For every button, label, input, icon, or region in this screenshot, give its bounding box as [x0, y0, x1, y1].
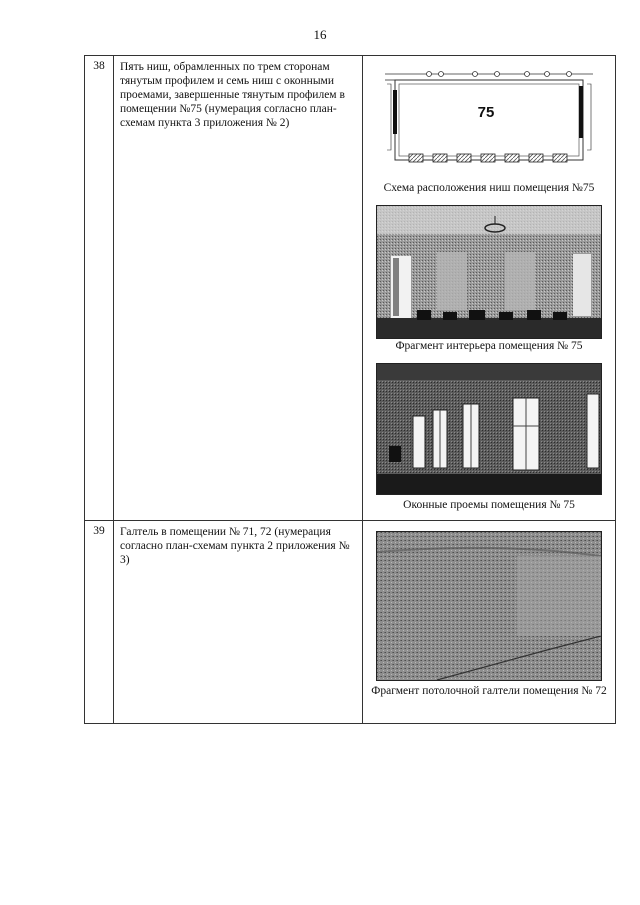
figure-caption: Оконные проемы помещения № 75 — [403, 499, 575, 511]
figure-caption: Фрагмент потолочной галтели помещения № 72 — [371, 685, 607, 697]
row-description: Пять ниш, обрамленных по трем сторонам тянутым профилем и семь ниш с оконными проемами, завершенные тянутым профилем в помещении №75 (нумерация согласно план-схемам пункта 3 приложения № 2) — [114, 56, 363, 521]
row-description: Галтель в помещении № 71, 72 (нумерация согласно план-схемам пункта 2 приложения № 3) — [114, 521, 363, 724]
plan-room-label: 75 — [477, 104, 495, 121]
ceiling-cornice-photo-icon — [376, 531, 602, 681]
row-number: 38 — [85, 56, 114, 521]
table-row — [85, 521, 616, 724]
figure-cornice — [363, 531, 615, 698]
page-number: 16 — [313, 27, 327, 42]
figure-caption: Схема расположения ниш помещения №75 — [383, 182, 595, 194]
row-number: 39 — [85, 521, 114, 724]
figure-interior — [363, 205, 615, 353]
windows-photo-icon — [376, 363, 602, 495]
row-figures — [363, 521, 616, 724]
interior-photo-icon — [376, 205, 602, 339]
figure-windows — [363, 363, 615, 512]
row-figures — [363, 56, 616, 521]
objects-table — [84, 55, 616, 724]
figure-plan — [363, 56, 615, 195]
figure-caption: Фрагмент интерьера помещения № 75 — [395, 340, 583, 352]
table-row — [85, 56, 616, 521]
